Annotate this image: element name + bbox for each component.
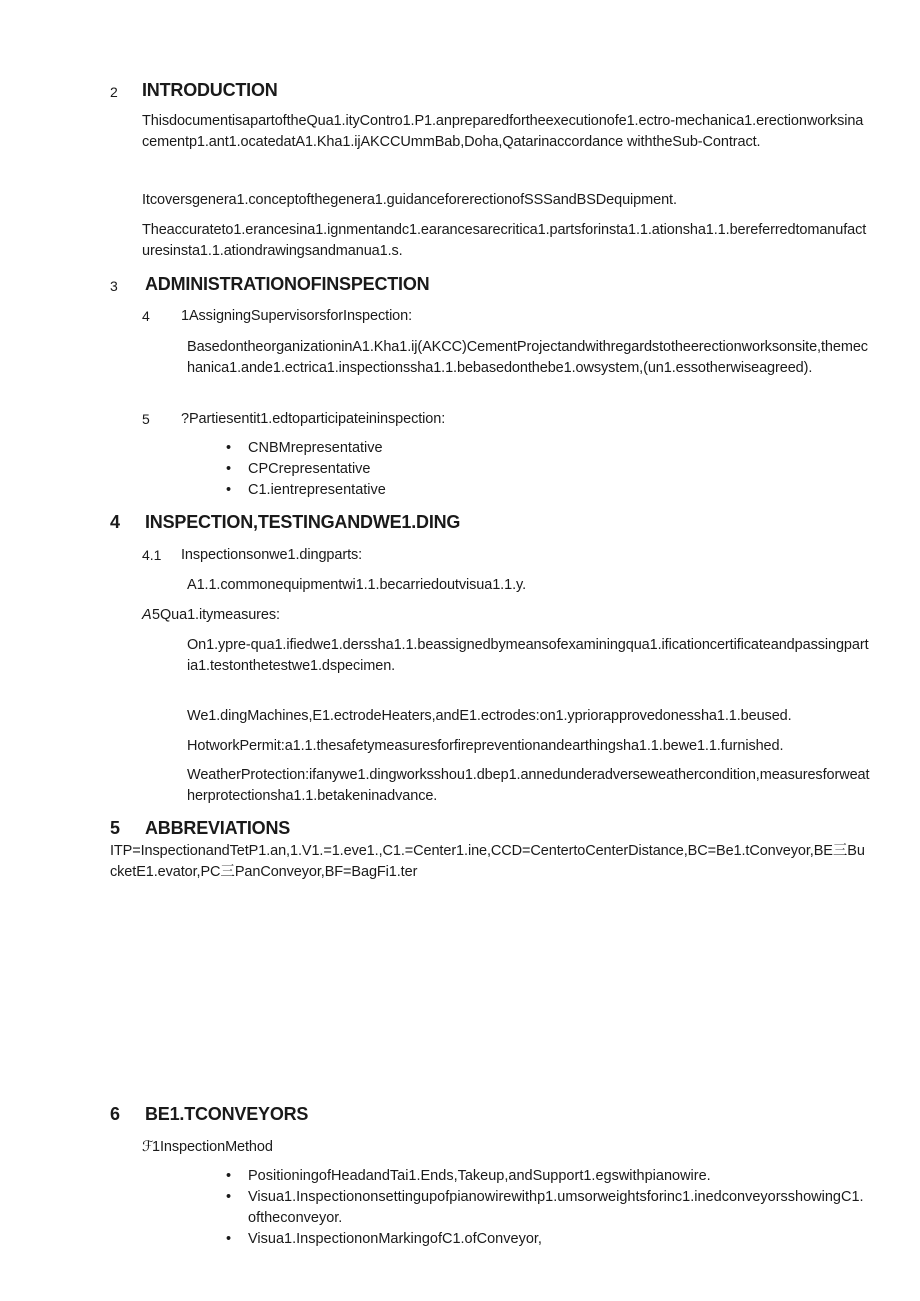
intro-paragraph-3: Theaccurateto1.erancesina1.ignmentandc1.earancesarecritica1.partsforinsta1.1.ationsha1.1.bereferredtomanufacturesinsta1.1.ationdrawingsandmanua1.s. [142,222,867,259]
section-title-belt-conveyors: BE1.TCONVEYORS [145,1104,309,1124]
section-title-abbreviations: ABBREVIATIONS [145,818,291,838]
subsection-title-quality-measures: 5Qua1.itymeasures: [152,607,280,623]
section-number: 3 [110,278,118,294]
section-number: 6 [110,1104,120,1124]
subsection-title-parties: ?Partiesentit1.edtoparticipateininspection: [181,411,446,427]
section-title-inspection: INSPECTION,TESTINGANDWE1.DING [145,512,461,532]
subsection-number: 4 [142,308,150,324]
subsection-title-welding-parts: Inspectionsonwe1.dingparts: [181,547,363,563]
subsection-prefix: ℱ [142,1139,154,1155]
intro-paragraph-2: Itcoversgenera1.conceptofthegenera1.guidanceforerectionofSSSandBSDequipment. [142,192,677,208]
quality-measures-paragraph-4: WeatherProtection:ifanywe1.dingworksshou1.dbep1.annedunderadverseweathercondition,measuresforweatherprotectionsha1.1.betakeninadvance. [187,767,870,804]
subsection-title-inspection-method: 1InspectionMethod [152,1139,273,1155]
list-item: • PositioningofHeadandTai1.Ends,Takeup,andSupport1.egswithpianowire. [226,1168,711,1184]
section-title-administration: ADMINISTRATIONOFINSPECTION [145,274,430,294]
section-number: 5 [110,818,120,838]
intro-paragraph-1: ThisdocumentisapartoftheQua1.ityContro1.P1.anpreparedfortheexecutionofe1.ectro-mechanica1.erectionworksinacementp1.ant1.ocatedatA1.Kha1.ijAKCCUmmBab,Doha,Qatarinaccordance withtheSub-Contract. [142,113,864,150]
assigning-supervisors-text: BasedontheorganizationinA1.Kha1.ij(AKCC)CementProjectandwithregardstotheerectionworksonsite,themechanica1.ande1.ectrica1.inspectionssha1.1.bebasedonthebe1.owsystem,(un1.essotherwiseagreed). [187,339,868,376]
subsection-number: 5 [142,411,150,427]
subsection-title-assigning-supervisors: 1AssigningSupervisorsforInspection: [181,308,413,324]
subsection-prefix: A [142,607,152,623]
parties-bullet-list [222,438,822,501]
abbreviations-text: ITP=InspectionandTetP1.an,1.V1.=1.eve1.,C1.=Center1.ine,CCD=CentertoCenterDistance,BC=Be1.tConveyor,BE三BucketE1.evator,PC三PanConveyor,BF=BagFi1.ter [110,843,865,880]
section-number: 2 [110,84,118,100]
list-item: • CNBMrepresentative [226,440,383,456]
list-item: • Visua1.Inspectiononsettingupofpianowirewithp1.umsorweightsforinc1.inedconveyorsshowingC1.oftheconveyor. [226,1189,864,1226]
subsection-number: 4.1 [142,547,162,563]
welding-parts-text: A1.1.commonequipmentwi1.1.becarriedoutvisua1.1.y. [187,577,526,593]
section-number: 4 [110,512,120,532]
quality-measures-paragraph-2: We1.dingMachines,E1.ectrodeHeaters,andE1.ectrodes:on1.ypriorapprovedonessha1.1.beused. [187,708,792,724]
list-item: • CPCrepresentative [226,461,371,477]
list-item: • C1.ientrepresentative [226,482,386,498]
quality-measures-paragraph-1: On1.ypre-qua1.ifiedwe1.derssha1.1.beassignedbymeansofexaminingqua1.ificationcertificateandpassingpartia1.testonthetestwe1.dspecimen. [187,637,869,674]
list-item: • Visua1.InspectiononMarkingofC1.ofConveyor, [226,1231,542,1247]
inspection-method-bullet-list [222,1166,870,1250]
section-title-introduction: INTRODUCTION [142,80,278,100]
quality-measures-paragraph-3: HotworkPermit:a1.1.thesafetymeasuresforfirepreventionandearthingsha1.1.bewe1.1.furnished. [187,738,784,754]
